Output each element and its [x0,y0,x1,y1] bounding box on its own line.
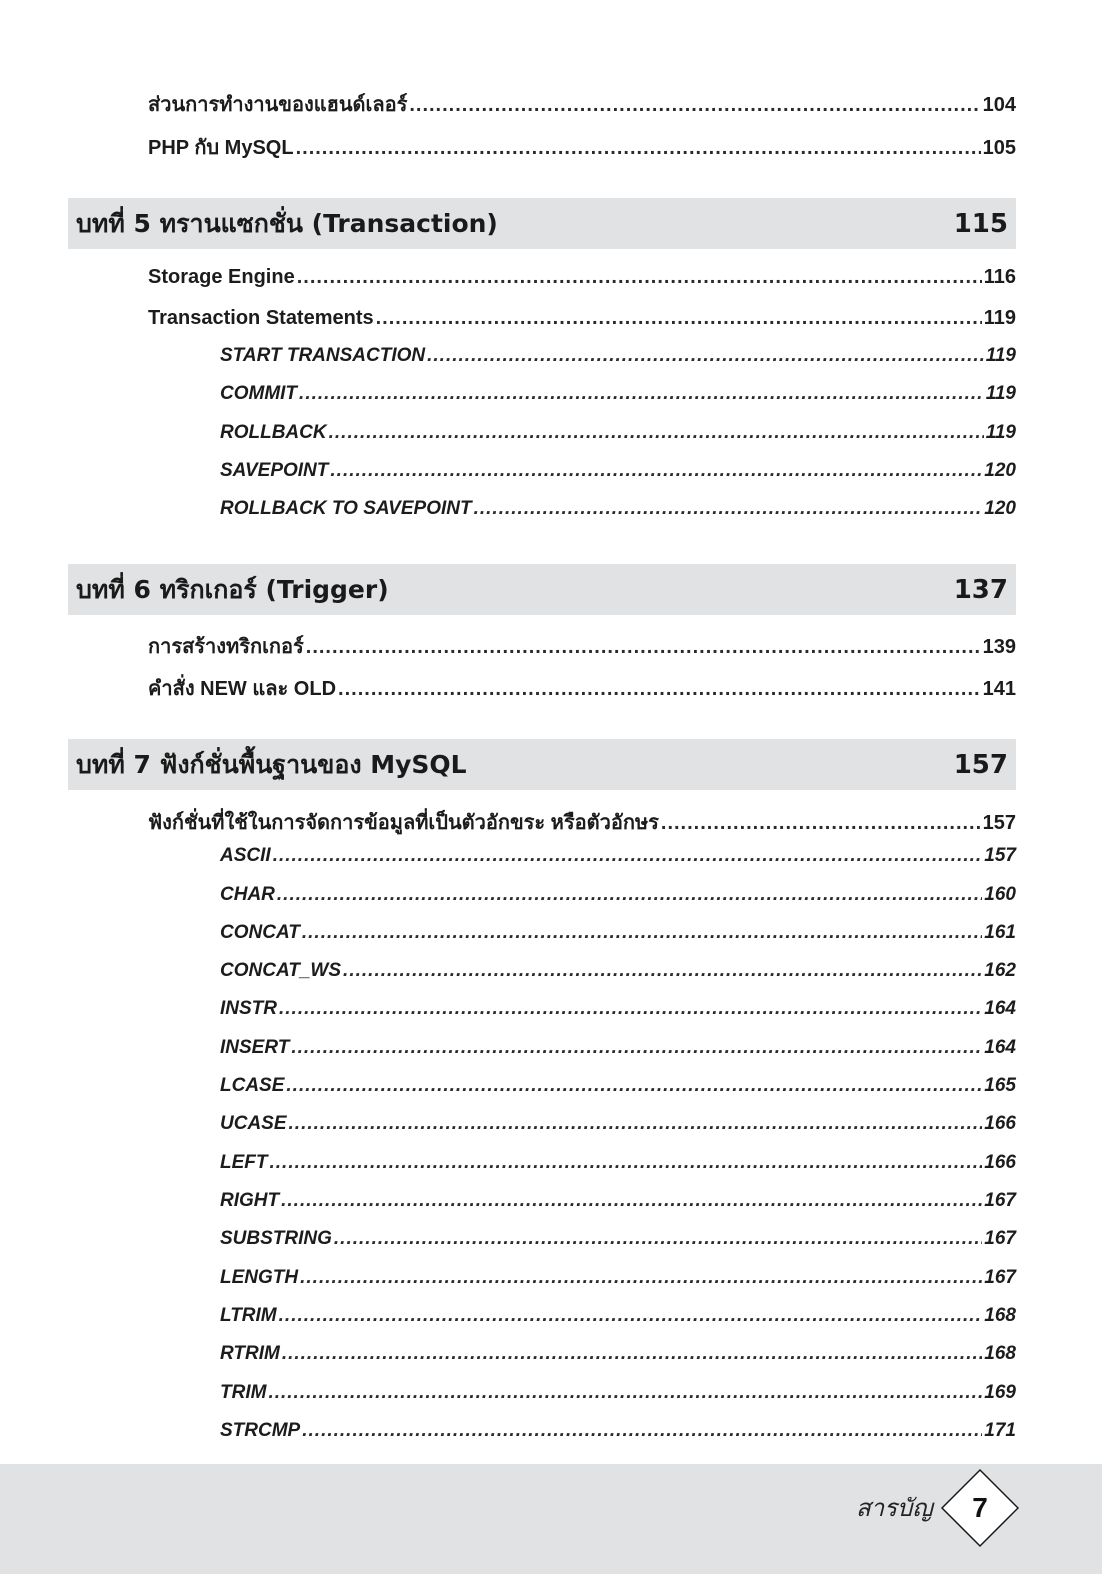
subentry-title: LCASE [220,1075,285,1096]
chapter-page: 157 [953,749,1008,780]
subentry-page: 171 [984,1420,1016,1441]
dot-leader [302,922,982,944]
entry-page: 119 [983,307,1016,329]
subentry-page: 120 [984,460,1016,481]
dot-leader [306,636,981,659]
subentry-page: 164 [984,998,1016,1019]
subentry-page: 168 [984,1343,1016,1364]
toc-subentry[interactable] [220,1305,1016,1327]
dot-leader [329,422,984,444]
dot-leader [299,383,984,405]
subentry-title: RIGHT [220,1190,280,1211]
entry-title: ฟังก์ชั่นที่ใช้ในการจัดการข้อมูลที่เป็นตัวอักขระ หรือตัวอักษร [148,812,659,834]
chapter-page: 137 [953,574,1008,605]
toc-subentry[interactable] [220,1228,1016,1250]
subentry-page: 169 [984,1382,1016,1403]
dot-leader [279,998,982,1020]
toc-entry[interactable] [148,131,1016,163]
entry-title: การสร้างทริกเกอร์ [148,636,304,658]
chapter-page: 115 [953,208,1008,239]
subentry-title: STRCMP [220,1420,301,1441]
subentry-page: 166 [984,1152,1016,1173]
dot-leader [273,845,983,867]
entry-page: 141 [982,678,1016,700]
toc-entry[interactable] [148,88,1016,120]
subentry-page: 168 [984,1305,1016,1326]
chapter-title: บทที่ 6 ทริกเกอร์ (Trigger) [76,574,389,604]
subentry-page: 162 [984,960,1016,981]
subentry-page: 166 [984,1113,1016,1134]
subentry-title: SAVEPOINT [220,460,329,481]
subentry-page: 167 [984,1267,1016,1288]
dot-leader [281,1190,982,1212]
dot-leader [300,1267,982,1289]
dot-leader [338,678,981,701]
subentry-page: 167 [984,1228,1016,1249]
dot-leader [282,1343,982,1365]
dot-leader [302,1420,982,1442]
toc-subentry[interactable] [220,498,1016,520]
subentry-title: UCASE [220,1113,287,1134]
toc-subentry[interactable] [220,1152,1016,1174]
toc-subentry[interactable] [220,460,1016,482]
subentry-title: CONCAT_WS [220,960,342,981]
subentry-title: ASCII [220,845,271,866]
toc-subentry[interactable] [220,845,1016,867]
entry-page: 104 [982,94,1016,116]
chapter-title: บทที่ 5 ทรานแซกชั่น (Transaction) [76,208,498,238]
entry-title: Storage Engine [148,266,295,288]
toc-entry[interactable] [148,806,1016,838]
dot-leader [334,1228,982,1250]
dot-leader [289,1113,983,1135]
toc-subentry[interactable] [220,1075,1016,1097]
toc-subentry[interactable] [220,345,1016,367]
entry-page: 157 [982,812,1016,834]
dot-leader [279,1305,983,1327]
dot-leader [286,1075,982,1097]
toc-subentry[interactable] [220,1267,1016,1289]
toc-entry[interactable] [148,266,1016,289]
chapter-heading-5[interactable] [68,198,1016,249]
subentry-page: 160 [984,884,1016,905]
dot-leader [296,137,981,160]
page-footer [0,1464,1102,1574]
subentry-title: CHAR [220,884,275,905]
toc-subentry[interactable] [220,1420,1016,1442]
entry-page: 116 [983,266,1016,288]
dot-leader [277,884,982,906]
toc-subentry[interactable] [220,884,1016,906]
subentry-title: ROLLBACK [220,422,327,443]
subentry-page: 119 [985,345,1016,366]
chapter-title: บทที่ 7 ฟังก์ชั่นพื้นฐานของ MySQL [76,749,467,779]
dot-leader [297,266,982,289]
dot-leader [661,812,981,835]
chapter-heading-6[interactable] [68,564,1016,615]
dot-leader [330,460,982,482]
toc-subentry[interactable] [220,422,1016,444]
entry-title: คำสั่ง NEW และ OLD [148,678,337,700]
subentry-page: 161 [984,922,1016,943]
subentry-title: CONCAT [220,922,300,943]
toc-entry[interactable] [148,630,1016,662]
subentry-title: LENGTH [220,1267,299,1288]
footer-section-label: สารบัญ [856,1494,933,1522]
toc-subentry[interactable] [220,1382,1016,1404]
toc-entry[interactable] [148,672,1016,704]
dot-leader [376,307,982,330]
dot-leader [270,1152,983,1174]
subentry-page: 164 [984,1037,1016,1058]
dot-leader [268,1382,982,1404]
toc-subentry[interactable] [220,922,1016,944]
toc-subentry[interactable] [220,1190,1016,1212]
subentry-title: START TRANSACTION [220,345,426,366]
subentry-page: 167 [984,1190,1016,1211]
subentry-title: COMMIT [220,383,298,404]
subentry-title: RTRIM [220,1343,280,1364]
entry-title: ส่วนการทำงานของแฮนด์เลอร์ [148,94,408,116]
subentry-title: ROLLBACK TO SAVEPOINT [220,498,472,519]
subentry-page: 119 [985,422,1016,443]
dot-leader [343,960,982,982]
subentry-title: LEFT [220,1152,268,1173]
subentry-page: 157 [984,845,1016,866]
dot-leader [409,94,980,117]
subentry-title: INSERT [220,1037,290,1058]
toc-subentry[interactable] [220,383,1016,405]
page-number: 7 [972,1492,988,1523]
toc-subentry[interactable] [220,1113,1016,1135]
toc-subentry[interactable] [220,998,1016,1020]
subentry-page: 120 [984,498,1016,519]
entry-title: Transaction Statements [148,307,374,329]
dot-leader [427,345,984,367]
dot-leader [291,1037,982,1059]
subentry-page: 119 [985,383,1016,404]
toc-subentry[interactable] [220,960,1016,982]
toc-subentry[interactable] [220,1037,1016,1059]
entry-page: 105 [982,137,1016,159]
toc-entry[interactable] [148,307,1016,330]
entry-page: 139 [982,636,1016,658]
subentry-title: TRIM [220,1382,267,1403]
subentry-title: INSTR [220,998,277,1019]
dot-leader [474,498,983,520]
entry-title: PHP กับ MySQL [148,137,294,159]
subentry-title: LTRIM [220,1305,277,1326]
chapter-heading-7[interactable] [68,739,1016,790]
subentry-page: 165 [984,1075,1016,1096]
toc-subentry[interactable] [220,1343,1016,1365]
subentry-title: SUBSTRING [220,1228,332,1249]
